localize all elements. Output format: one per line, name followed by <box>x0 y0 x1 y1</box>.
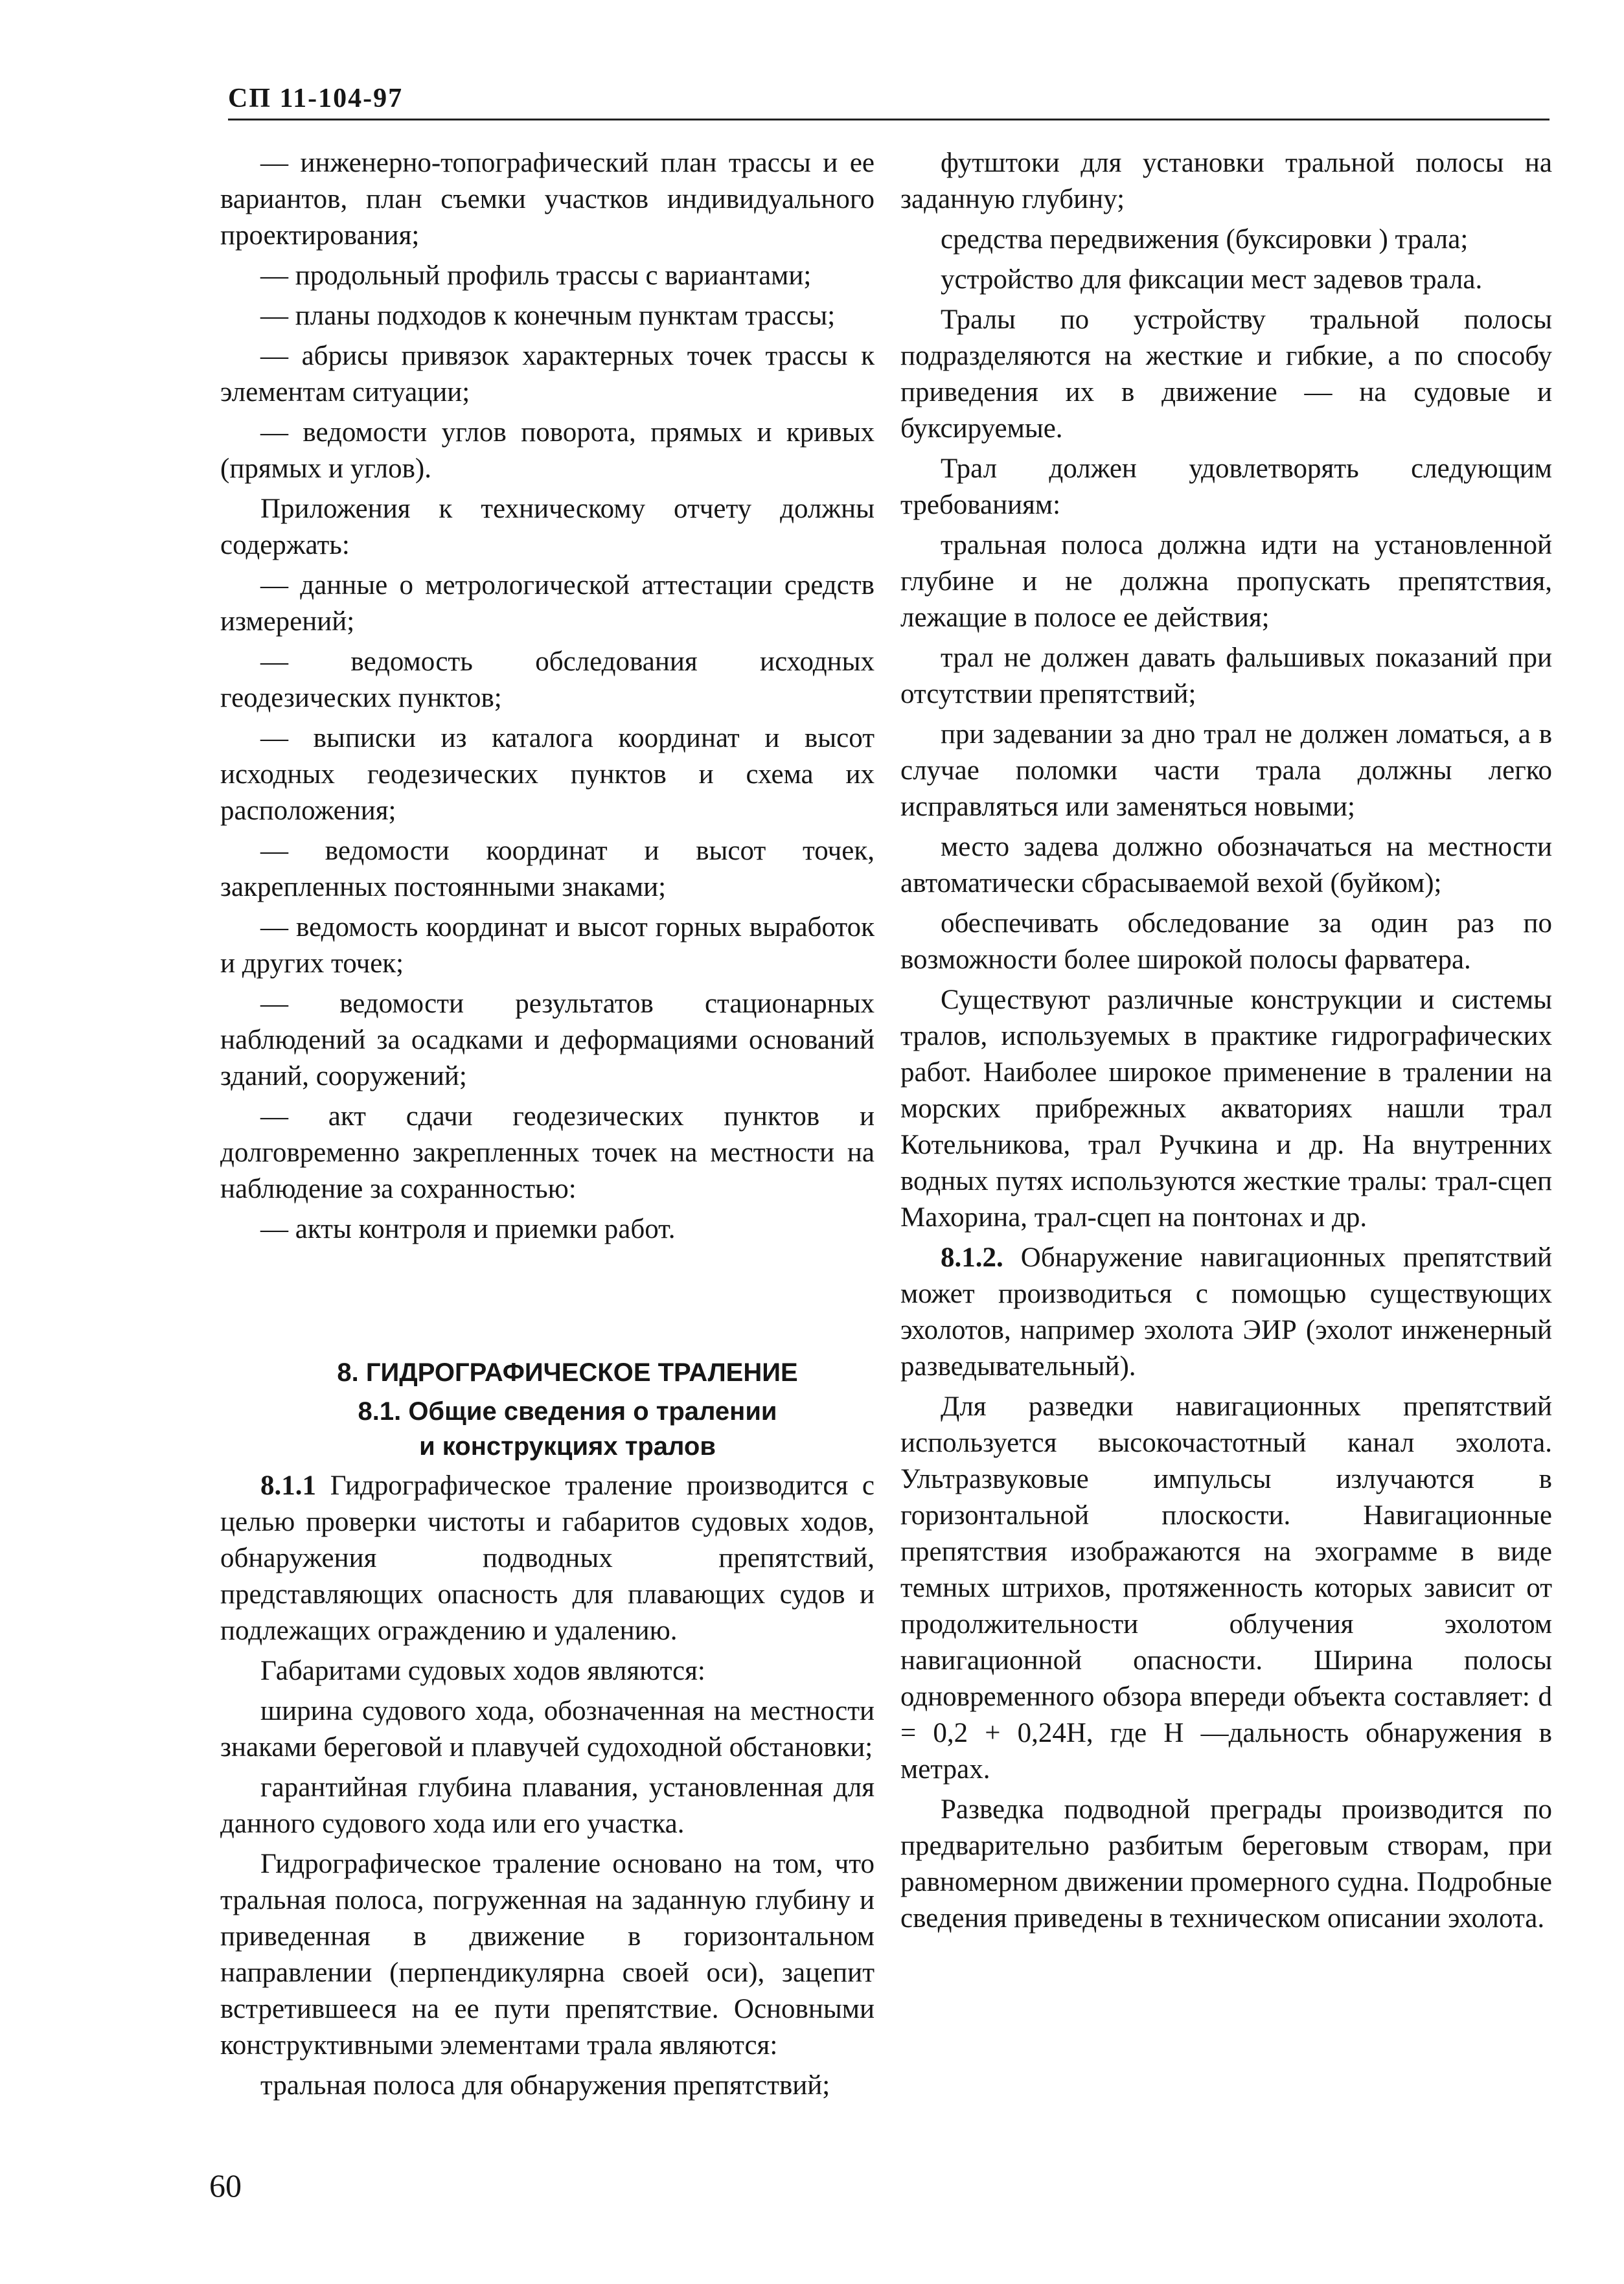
running-header: СП 11-104-97 <box>228 84 404 113</box>
list-item: — планы подходов к конечным пунктам трассы; <box>260 301 836 331</box>
paragraph: Существуют различные конструкции и системы тралов, используемых в практике гидрографических работ. Наиболее широкое применение в тралении на морских прибрежных акваториях нашли трал Котельникова, трал Ручкина и др. На внутренних водных путях используются жесткие тралы: трал-сцеп Махорина, трал-сцеп на понтонах и др. <box>900 985 1552 1233</box>
list-item: — ведомости углов поворота, прямых и кривых (прямых и углов). <box>220 417 875 484</box>
section-spacer <box>220 1251 875 1355</box>
list-item: трал не должен давать фальшивых показаний при отсутствии препятствий; <box>900 643 1552 709</box>
right-column <box>900 145 1552 1941</box>
list-item: — инженерно-топографический план трассы и ее вариантов, план съемки участков индивидуального проектирования; <box>220 148 875 251</box>
list-item: — ведомости координат и высот точек, закрепленных постоянными знаками; <box>220 836 875 902</box>
page-number: 60 <box>209 2167 242 2204</box>
paragraph: Для разведки навигационных препятствий используется высокочастотный канал эхолота. Ультразвуковые импульсы излучаются в горизонтальной плоскости. Навигационные препятствия изображаются на эхограмме в виде темных штрихов, протяженность которых зависит от продолжительности облучения эхолотом навигационной опасности. Ширина полосы одновременного обзора впереди объекта составляет: d = 0,2 + 0,24Н, где Н —дальность обнаружения в метрах. <box>900 1391 1552 1785</box>
paragraph: Тралы по устройству тральной полосы подразделяются на жесткие и гибкие, а по способу приведения их в движение — на судовые и буксируемые. <box>900 304 1552 444</box>
list-item: — продольный профиль трассы с вариантами; <box>260 260 812 291</box>
list-item: — ведомости результатов стационарных наблюдений за осадками и деформациями оснований зданий, сооружений; <box>220 988 875 1091</box>
header-rule <box>228 119 1550 120</box>
paragraph: Габаритами судовых ходов являются: <box>260 1656 705 1686</box>
subsection-heading-line: и конструкциях тралов <box>419 1432 716 1461</box>
clause-paragraph <box>220 1468 875 1649</box>
list-item: место задева должно обозначаться на местности автоматически сбрасываемой вехой (буйком); <box>900 832 1552 898</box>
list-item: — акты контроля и приемки работ. <box>260 1214 676 1244</box>
list-item: — ведомость координат и высот горных выработок и других точек; <box>220 912 875 979</box>
clause-number: 8.1.2. <box>941 1242 1003 1273</box>
list-item: — акт сдачи геодезических пунктов и долговременно закрепленных точек на местности на наблюдение за сохранностью: <box>220 1101 875 1204</box>
clause-number: 8.1.1 <box>260 1470 316 1501</box>
paragraph: Разведка подводной преграды производится по предварительно разбитым береговым створам, при равномерном движении промерного судна. Подробные сведения приведены в техническом описании эхолота. <box>900 1794 1552 1934</box>
list-item: тральная полоса должна идти на установленной глубине и не должна пропускать препятствия, лежащие в полосе ее действия; <box>900 530 1552 633</box>
paragraph: Гидрографическое траление основано на том, что тральная полоса, погруженная на заданную глубину и приведенная в движение в горизонтальном направлении (перпендикулярна своей оси), зацепит встретившееся на ее пути препятствие. Основными конструктивными элементами трала являются: <box>220 1849 875 2061</box>
list-item: гарантийная глубина плавания, установленная для данного судового хода или его участка. <box>220 1772 875 1839</box>
paragraph: Трал должен удовлетворять следующим требованиям: <box>900 453 1552 520</box>
subsection-heading-line: 8.1. Общие сведения о тралении <box>358 1397 777 1426</box>
clause-paragraph <box>900 1240 1552 1385</box>
list-item: — абрисы привязок характерных точек трассы к элементам ситуации; <box>220 341 875 407</box>
list-item: — выписки из каталога координат и высот исходных геодезических пунктов и схема их расположения; <box>220 723 875 826</box>
clause-text: Гидрографическое траление производится с целью проверки чистоты и габаритов судовых ходов, обнаружения подводных препятствий, представляющих опасность для плавающих судов и подлежащих ограждению и удалению. <box>220 1470 875 1646</box>
clause-text: Обнаружение навигационных препятствий может производиться с помощью существующих эхолотов, например эхолота ЭИР (эхолот инженерный разведывательный). <box>900 1242 1552 1382</box>
list-item: средства передвижения (буксировки ) трала; <box>941 224 1469 255</box>
subsection-heading <box>220 1394 875 1464</box>
paragraph: Приложения к техническому отчету должны содержать: <box>220 494 875 560</box>
list-item: при задевании за дно трал не должен ломаться, а в случае поломки части трала должны легко исправляться или заменяться новыми; <box>900 719 1552 822</box>
list-item: футштоки для установки тральной полосы на заданную глубину; <box>900 148 1552 214</box>
list-item: тральная полоса для обнаружения препятствий; <box>260 2070 830 2101</box>
list-item: ширина судового хода, обозначенная на местности знаками береговой и плавучей судоходной обстановки; <box>220 1696 875 1763</box>
list-item: устройство для фиксации мест задевов трала. <box>941 264 1483 295</box>
section-heading: 8. ГИДРОГРАФИЧЕСКОЕ ТРАЛЕНИЕ <box>337 1358 798 1387</box>
list-item: обеспечивать обследование за один раз по возможности более широкой полосы фарватера. <box>900 908 1552 975</box>
left-column <box>220 145 875 2108</box>
list-item: — ведомость обследования исходных геодезических пунктов; <box>220 646 875 713</box>
list-item: — данные о метрологической аттестации средств измерений; <box>220 570 875 637</box>
